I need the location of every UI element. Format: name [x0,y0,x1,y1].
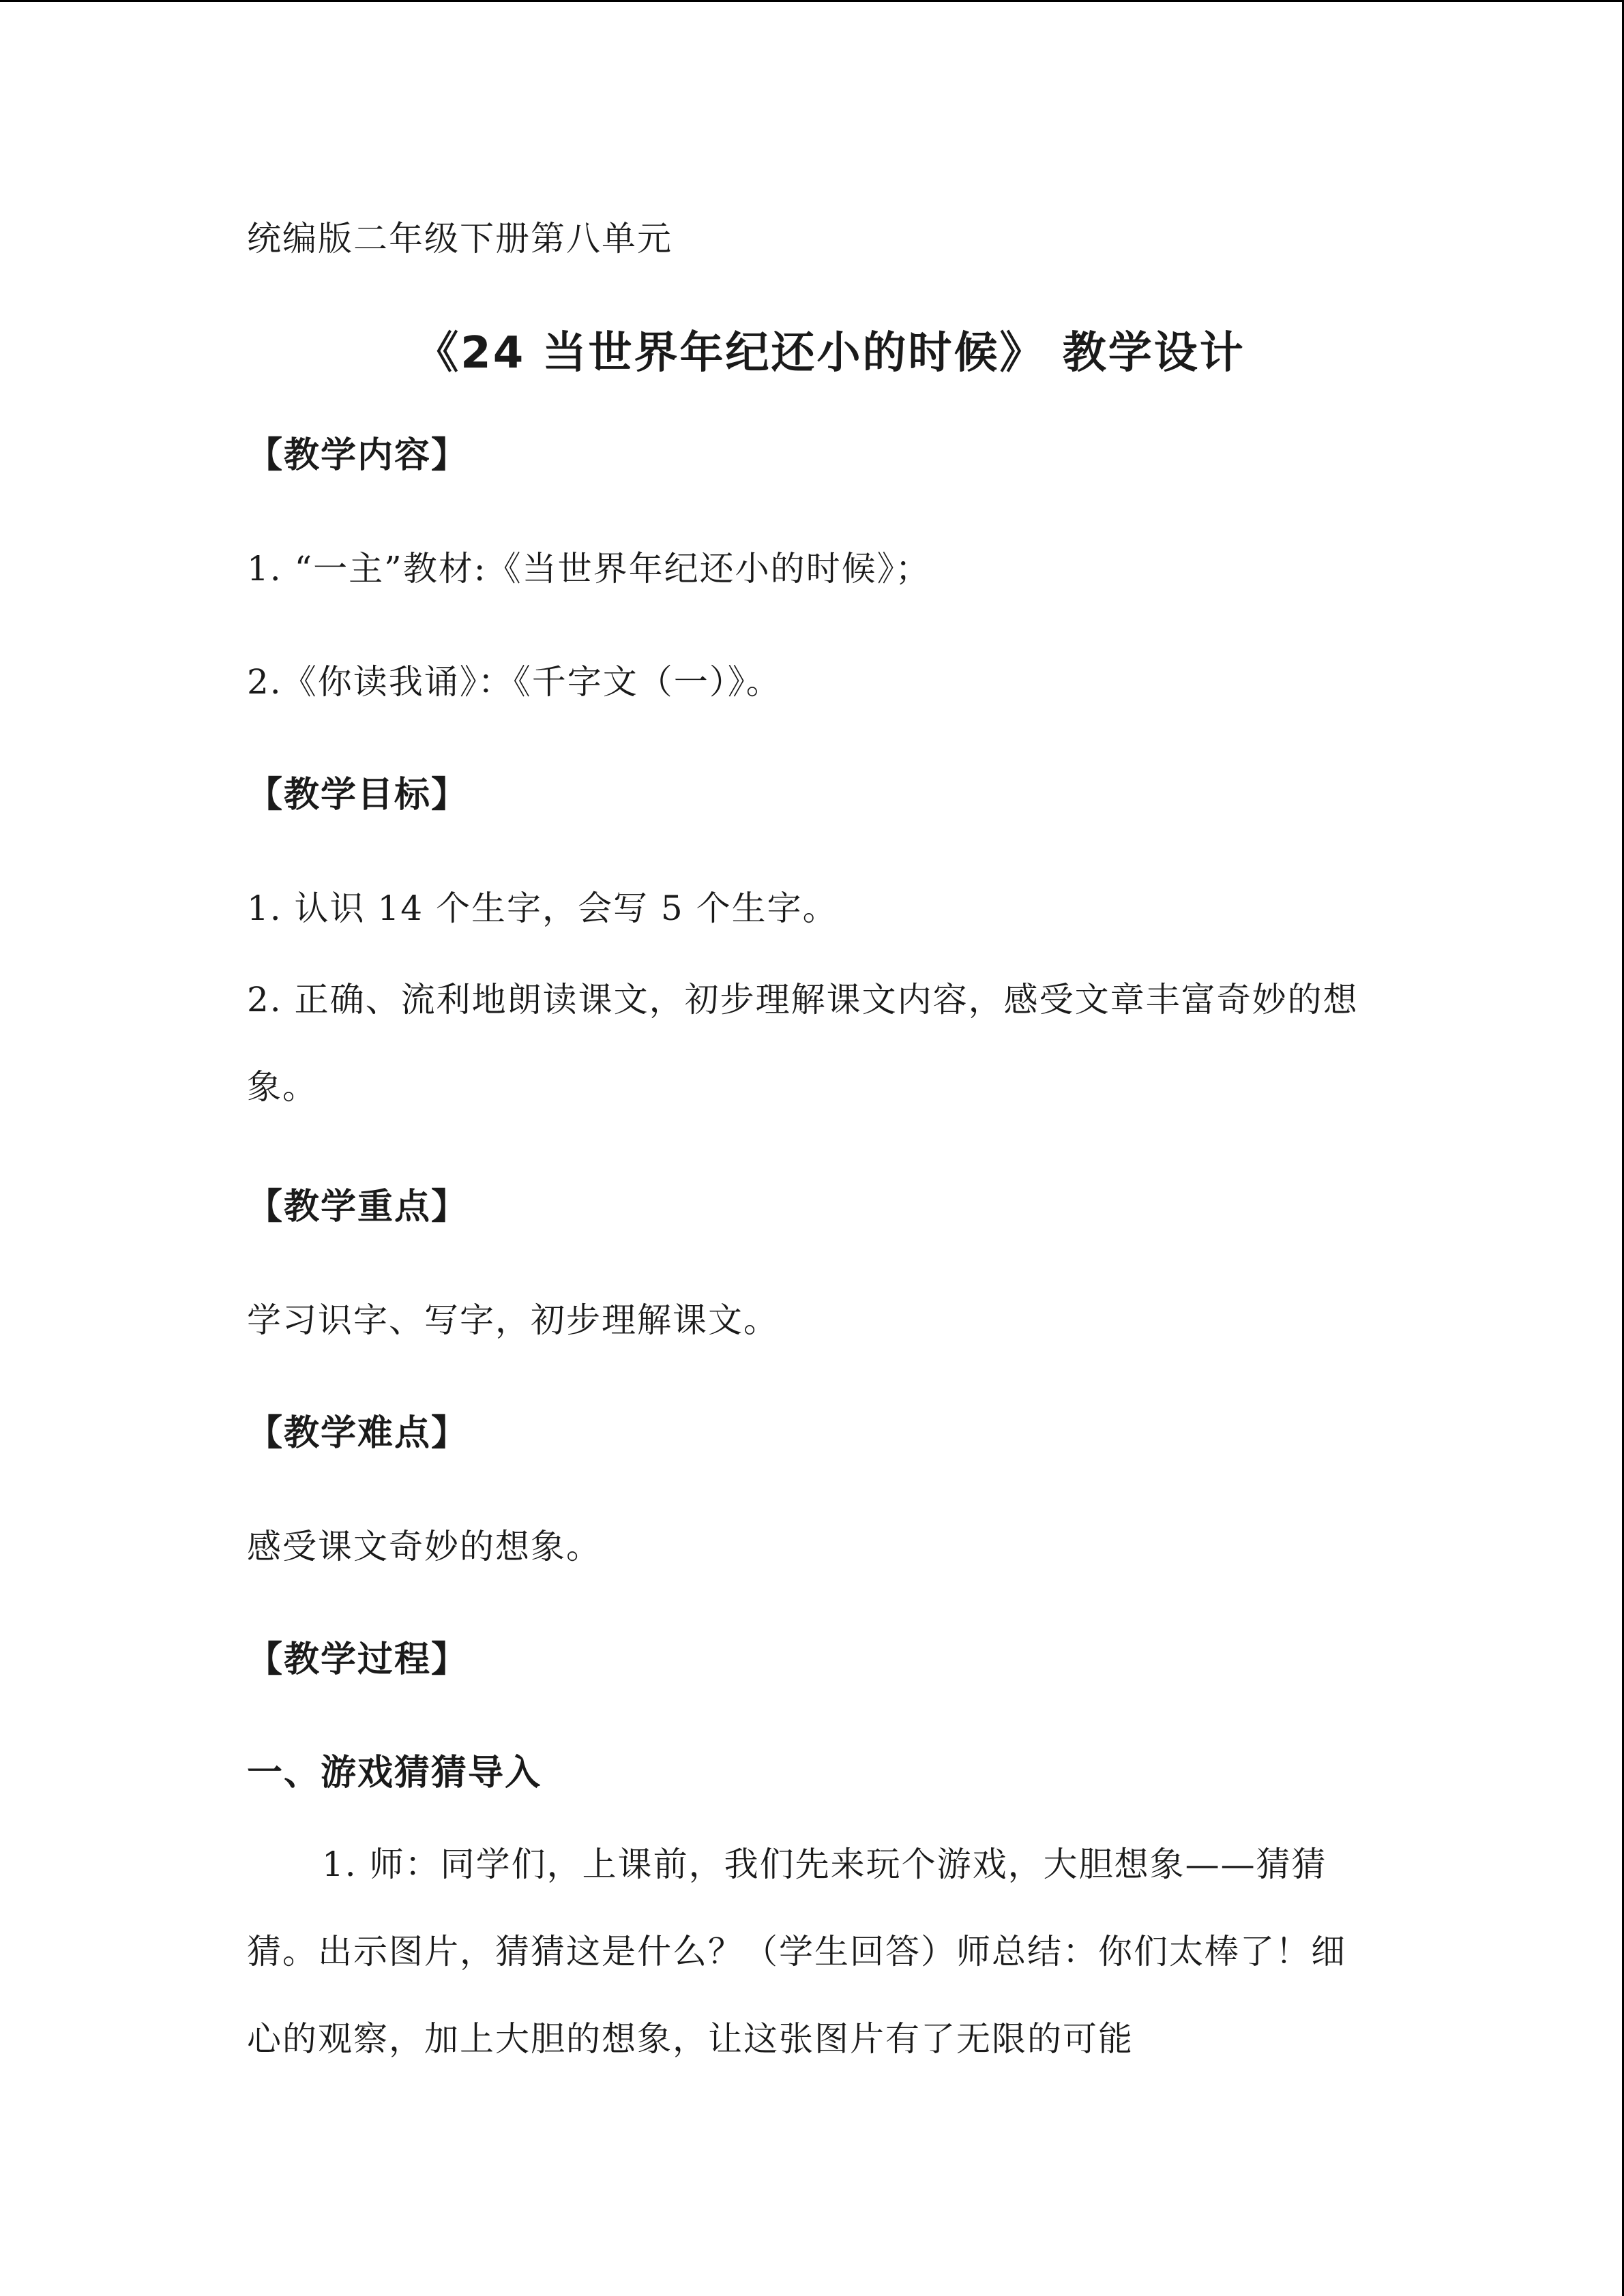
key-text: 学习识字、写字，初步理解课文。 [247,1300,779,1340]
goal-item: 2. 正确、流利地朗读课文，初步理解课文内容，感受文章丰富奇妙的想象。 [247,980,1359,1107]
step-heading: 一、游戏猜猜导入 [247,1753,542,1793]
difficulty-text: 感受课文奇妙的想象。 [247,1527,602,1566]
content-item: 2.《你读我诵》：《千字文（一）》。 [247,662,782,702]
page-border-top [0,0,1624,2]
document-subtitle: 统编版二年级下册第八单元 [247,219,673,258]
section-heading-difficulty: 【教学难点】 [247,1413,469,1454]
document-page [247,205,1372,2083]
section-heading-key: 【教学重点】 [247,1187,469,1227]
document-title: 《24 当世界年纪还小的时候》 教学设计 [415,328,1245,378]
section-heading-content: 【教学内容】 [247,435,469,476]
content-item: 1. “一主”教材:《当世界年纪还小的时候》； [247,549,931,588]
section-heading-goals: 【教学目标】 [247,775,469,816]
goal-item: 1. 认识 14 个生字，会写 5 个生字。 [247,889,838,928]
section-heading-process: 【教学过程】 [247,1639,469,1680]
step-paragraph: 1. 师：同学们，上课前，我们先来玩个游戏，大胆想象——猜猜猜。出示图片，猜猜这是什么？（学生回答）师总结：你们太棒了！细心的观察，加上大胆的想象，让这张图片有了无限的可能 [247,1845,1346,2059]
